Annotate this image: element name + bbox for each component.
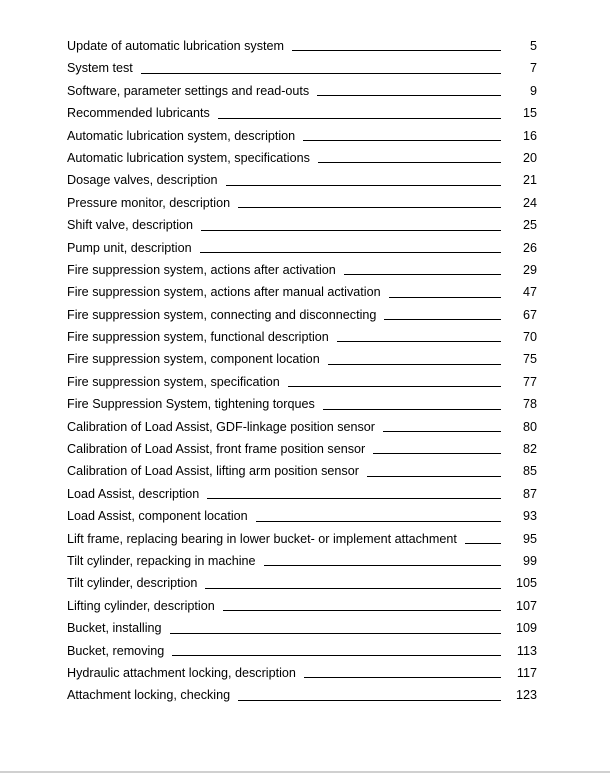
toc-entry-page: 123	[515, 688, 537, 703]
toc-leader-line	[367, 476, 501, 477]
toc-entry[interactable]	[67, 35, 537, 57]
toc-entry-title: Calibration of Load Assist, lifting arm position sensor	[67, 464, 359, 479]
toc-entry-title: Recommended lubricants	[67, 106, 210, 121]
toc-entry-title: Load Assist, description	[67, 486, 200, 501]
toc-entry-title: Fire suppression system, specification	[67, 374, 280, 389]
toc-entry-title: Fire suppression system, component location	[67, 352, 320, 367]
toc-leader-line	[288, 386, 501, 387]
toc-leader-line	[389, 297, 501, 298]
toc-entry[interactable]	[67, 371, 537, 393]
toc-entry-title: Bucket, removing	[67, 643, 165, 658]
toc-entry-title: Fire Suppression System, tightening torques	[67, 397, 315, 412]
toc-entry-title: Tilt cylinder, description	[67, 576, 198, 591]
toc-entry[interactable]	[67, 147, 537, 169]
toc-entry-page: 7	[529, 61, 537, 76]
toc-leader-line	[170, 633, 501, 634]
toc-leader-line	[141, 73, 501, 74]
toc-entry[interactable]	[67, 505, 537, 527]
toc-entry[interactable]	[67, 393, 537, 415]
toc-leader-line	[218, 118, 501, 119]
toc-leader-line	[201, 230, 501, 231]
toc-entry-page: 15	[522, 106, 537, 121]
toc-entry-title: Automatic lubrication system, description	[67, 128, 296, 143]
toc-entry-page: 9	[529, 83, 537, 98]
toc-entry-title: Lift frame, replacing bearing in lower bucket- or implement attachment	[67, 531, 457, 546]
toc-leader-line	[264, 565, 501, 566]
toc-entry-page: 21	[522, 173, 537, 188]
toc-entry[interactable]	[67, 483, 537, 505]
toc-leader-line	[292, 50, 501, 51]
toc-entry-page: 24	[522, 195, 537, 210]
toc-entry[interactable]	[67, 595, 537, 617]
toc-entry[interactable]	[67, 572, 537, 594]
toc-entry-page: 16	[522, 128, 537, 143]
toc-entry[interactable]	[67, 57, 537, 79]
toc-entry-page: 117	[516, 665, 537, 680]
toc-leader-line	[328, 364, 501, 365]
toc-entry-title: Update of automatic lubrication system	[67, 38, 284, 53]
toc-leader-line	[238, 207, 501, 208]
table-of-contents	[67, 35, 537, 707]
toc-entry[interactable]	[67, 640, 537, 662]
toc-entry-page: 85	[522, 464, 537, 479]
toc-entry-page: 105	[515, 576, 537, 591]
toc-entry-page: 5	[529, 38, 537, 53]
toc-leader-line	[172, 655, 501, 656]
toc-entry-title: Load Assist, component location	[67, 509, 248, 524]
toc-entry-page: 80	[522, 419, 537, 434]
toc-entry[interactable]	[67, 259, 537, 281]
toc-entry-page: 113	[516, 643, 537, 658]
toc-entry[interactable]	[67, 102, 537, 124]
toc-entry[interactable]	[67, 326, 537, 348]
toc-entry-title: System test	[67, 61, 133, 76]
toc-leader-line	[318, 162, 501, 163]
toc-entry-page: 26	[522, 240, 537, 255]
toc-entry-title: Fire suppression system, actions after activation	[67, 262, 336, 277]
toc-leader-line	[303, 140, 501, 141]
toc-entry-title: Pressure monitor, description	[67, 195, 231, 210]
toc-entry-page: 29	[522, 262, 537, 277]
toc-entry-title: Dosage valves, description	[67, 173, 218, 188]
toc-leader-line	[317, 95, 501, 96]
toc-entry[interactable]	[67, 281, 537, 303]
toc-entry[interactable]	[67, 617, 537, 639]
toc-leader-line	[304, 677, 501, 678]
toc-entry-page: 67	[522, 307, 537, 322]
toc-entry[interactable]	[67, 125, 537, 147]
toc-entry[interactable]	[67, 416, 537, 438]
toc-entry-title: Calibration of Load Assist, front frame position sensor	[67, 442, 366, 457]
toc-entry-page: 93	[522, 509, 537, 524]
toc-leader-line	[205, 588, 501, 589]
toc-leader-line	[238, 700, 501, 701]
toc-entry-title: Tilt cylinder, repacking in machine	[67, 553, 256, 568]
toc-entry[interactable]	[67, 348, 537, 370]
toc-entry[interactable]	[67, 460, 537, 482]
toc-leader-line	[207, 498, 501, 499]
toc-entry-page: 20	[522, 150, 537, 165]
toc-entry-title: Hydraulic attachment locking, description	[67, 665, 296, 680]
toc-entry-page: 82	[522, 442, 537, 457]
toc-entry-title: Lifting cylinder, description	[67, 598, 215, 613]
toc-entry[interactable]	[67, 237, 537, 259]
toc-entry-page: 25	[522, 218, 537, 233]
toc-entry[interactable]	[67, 192, 537, 214]
toc-leader-line	[384, 319, 501, 320]
toc-entry[interactable]	[67, 662, 537, 684]
toc-entry[interactable]	[67, 528, 537, 550]
toc-leader-line	[200, 252, 501, 253]
toc-entry-page: 75	[522, 352, 537, 367]
toc-entry[interactable]	[67, 80, 537, 102]
toc-entry-title: Fire suppression system, functional description	[67, 330, 329, 345]
toc-entry-page: 109	[515, 621, 537, 636]
toc-entry-page: 95	[522, 531, 537, 546]
toc-leader-line	[323, 409, 501, 410]
toc-entry-title: Fire suppression system, connecting and disconnecting	[67, 307, 377, 322]
toc-entry-title: Attachment locking, checking	[67, 688, 231, 703]
toc-entry-page: 107	[515, 598, 537, 613]
toc-leader-line	[344, 274, 501, 275]
toc-leader-line	[337, 341, 501, 342]
toc-leader-line	[383, 431, 501, 432]
toc-entry-title: Calibration of Load Assist, GDF-linkage position sensor	[67, 419, 375, 434]
toc-entry[interactable]	[67, 214, 537, 236]
toc-leader-line	[223, 610, 501, 611]
toc-leader-line	[373, 453, 501, 454]
toc-entry[interactable]	[67, 304, 537, 326]
toc-leader-line	[256, 521, 501, 522]
toc-entry-page: 99	[522, 553, 537, 568]
toc-entry-title: Fire suppression system, actions after manual activation	[67, 285, 381, 300]
toc-entry-page: 78	[522, 397, 537, 412]
toc-entry-page: 87	[522, 486, 537, 501]
toc-entry[interactable]	[67, 684, 537, 706]
toc-leader-line	[465, 543, 501, 544]
toc-entry[interactable]	[67, 550, 537, 572]
toc-entry-page: 47	[522, 285, 537, 300]
toc-entry[interactable]	[67, 438, 537, 460]
toc-leader-line	[226, 185, 501, 186]
toc-entry-title: Bucket, installing	[67, 621, 162, 636]
toc-entry-title: Pump unit, description	[67, 240, 192, 255]
toc-entry-page: 77	[522, 374, 537, 389]
toc-entry-page: 70	[522, 330, 537, 345]
toc-entry-title: Software, parameter settings and read-outs	[67, 83, 310, 98]
toc-entry[interactable]	[67, 169, 537, 191]
toc-entry-title: Automatic lubrication system, specifications	[67, 150, 310, 165]
toc-entry-title: Shift valve, description	[67, 218, 193, 233]
